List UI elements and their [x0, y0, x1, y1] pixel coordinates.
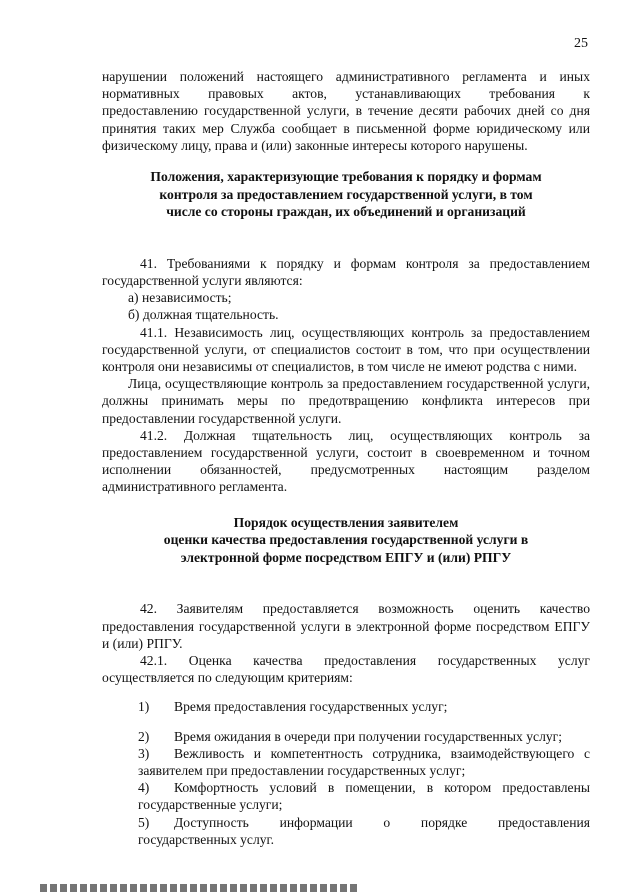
criterion-text: Время ожидания в очереди при получении государственных услуг; [174, 728, 563, 744]
heading-line: электронной форме посредством ЕПГУ и (или) РПГУ [180, 549, 512, 565]
paragraph-41-1-persons: Лица, осуществляющие контроль за предоставлением государственной услуги, должны принимать меры по предотвращению конфликта интересов при предоставлении государственной услуги. [102, 376, 590, 426]
page-content [102, 68, 590, 848]
section-heading-control [102, 168, 590, 221]
criterion-number: 4) [138, 780, 150, 796]
criterion-text: Время предоставления государственных услуг; [174, 699, 448, 715]
criterion-2 [102, 728, 590, 745]
criterion-text-cont: государственных услуг. [138, 831, 274, 847]
paragraph-continuation-line-2: нормативных правовых актов, устанавливающих требования к [102, 86, 590, 102]
criterion-number: 3) [138, 745, 150, 761]
heading-line: контроля за предоставлением государственной услуги, в том [159, 186, 533, 202]
paragraph-42-1: 42.1. Оценка качества предоставления государственных услуг осуществляется по следующим критериям: [102, 653, 590, 686]
paragraph-41-1: 41.1. Независимость лиц, осуществляющих контроль за предоставлением государственной услуги, от специалистов состоит в том, что при осуществлении контроля они независимы от специалистов, в том числе не имеют родства с ними. [102, 324, 590, 375]
paragraph-42: 42. Заявителям предоставляется возможность оценить качество предоставления государственной услуги в электронной форме посредством ЕПГУ и (или) РПГУ. [102, 601, 590, 651]
criterion-text-cont: заявителем при предоставлении государственных услуг; [138, 763, 466, 779]
list-item-41a: а) независимость; [128, 290, 232, 306]
paragraph-continuation-rest: предоставлению государственной услуги, в течение десяти рабочих дней со дня принятия таких мер Служба сообщает в письменной форме юридическому или физическому лицу, права и (или) законные интересы которого нарушены. [102, 103, 590, 153]
criterion-3 [102, 745, 590, 779]
scan-edge-artifact [40, 884, 360, 892]
paragraph-continuation-line-1: нарушении положений настоящего административного регламента и иных [102, 69, 590, 84]
criterion-text: Комфортность условий в помещении, в котором предоставлены [174, 780, 590, 796]
list-item-41b: б) должная тщательность. [128, 307, 279, 323]
paragraph-41-2: 41.2. Должная тщательность лиц, осуществляющих контроль за предоставлением государственной услуги, состоит в своевременном и точном исполнении обязанностей, предусмотренных настоящим разделом административного регламента. [102, 427, 590, 495]
criterion-text: Вежливость и компетентность сотрудника, взаимодействующего с [174, 745, 590, 761]
criterion-number: 2) [138, 728, 150, 744]
criterion-text: Доступность информации о порядке предоставления [174, 814, 590, 830]
criterion-text-cont: государственные услуги; [138, 797, 283, 813]
criterion-4 [102, 779, 590, 813]
criterion-1 [102, 698, 590, 715]
paragraph-41: 41. Требованиями к порядку и формам контроля за предоставлением государственной услуги являются: [102, 255, 590, 288]
heading-line: Положения, характеризующие требования к порядку и формам [150, 169, 542, 185]
criterion-5 [102, 814, 590, 848]
heading-line: оценки качества предоставления государственной услуги в [163, 532, 529, 548]
section-heading-quality-assessment [102, 514, 590, 567]
criterion-number: 1) [138, 699, 150, 715]
page-number: 25 [574, 36, 588, 51]
criterion-number: 5) [138, 814, 150, 830]
heading-line: числе со стороны граждан, их объединений и организаций [166, 204, 526, 220]
heading-line: Порядок осуществления заявителем [233, 514, 459, 530]
